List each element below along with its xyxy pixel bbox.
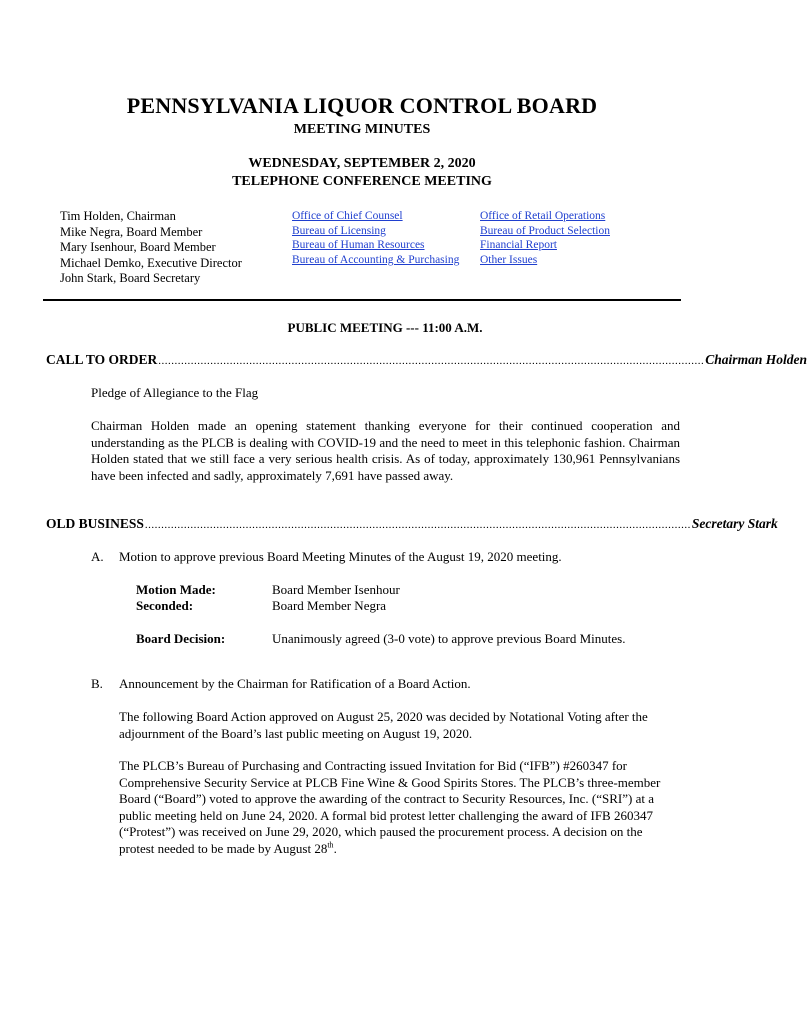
link-financial-report[interactable]: Financial Report <box>480 239 557 252</box>
attendee: Mike Negra, Board Member <box>60 224 203 239</box>
document-title: PENNSYLVANIA LIQUOR CONTROL BOARD <box>126 93 598 118</box>
dot-leader: ........................................................................................................................................................................ <box>158 355 705 367</box>
public-meeting-heading: PUBLIC MEETING --- 11:00 A.M. <box>287 320 483 335</box>
opening-statement: Chairman Holden made an opening statement thanking everyone for their continued cooperation and understanding as the PLCB is dealing with COVID-19 and the need to meet in this telephonic fashion. Chairman Holden stated that we still face a very serious health crisis. As of today, approximately 130,961 Pennsylvanians have been infected and sadly, approximately 7,691 have passed away. <box>91 418 680 483</box>
item-b-paragraph-2 <box>119 758 679 857</box>
header-divider <box>43 299 681 301</box>
call-to-order-heading <box>46 352 807 368</box>
attendee: Mary Isenhour, Board Member <box>60 240 216 254</box>
meeting-type: TELEPHONE CONFERENCE MEETING <box>232 174 492 189</box>
call-to-order-label: CALL TO ORDER <box>46 352 158 367</box>
paragraph-end: . <box>333 840 337 856</box>
link-bureau-of-licensing[interactable]: Bureau of Licensing <box>292 224 386 237</box>
item-b-paragraph-1: The following Board Action approved on August 25, 2020 was decided by Notational Voting after the adjournment of the Board’s last public meeting on August 19, 2020. <box>119 709 648 741</box>
link-bureau-of-product-selection[interactable]: Bureau of Product Selection <box>480 224 610 237</box>
pledge-text: Pledge of Allegiance to the Flag <box>91 385 259 400</box>
link-bureau-of-accounting-purchasing[interactable]: Bureau of Accounting & Purchasing <box>292 254 460 267</box>
motion-made-value: Board Member Isenhour <box>272 582 400 597</box>
item-a-text: Motion to approve previous Board Meeting Minutes of the August 19, 2020 meeting. <box>119 549 562 564</box>
link-office-of-chief-counsel[interactable]: Office of Chief Counsel <box>292 210 403 222</box>
board-decision-label: Board Decision: <box>136 631 226 646</box>
link-bureau-of-human-resources[interactable]: Bureau of Human Resources <box>292 239 425 252</box>
item-b-letter: B. <box>91 676 103 691</box>
item-b-text: Announcement by the Chairman for Ratification of a Board Action. <box>119 676 471 691</box>
dot-leader: ........................................................................................................................................................................ <box>144 519 691 531</box>
attendee-list <box>60 209 242 287</box>
ordinal-suffix: th <box>327 840 334 850</box>
seconded-label: Seconded: <box>136 598 194 613</box>
link-office-of-retail-operations[interactable]: Office of Retail Operations <box>480 210 606 222</box>
old-business-heading <box>46 516 778 532</box>
old-business-presenter: Secretary Stark <box>691 516 778 531</box>
section-links-right <box>480 209 610 268</box>
attendee: John Stark, Board Secretary <box>60 271 201 285</box>
attendee: Michael Demko, Executive Director <box>60 255 242 270</box>
meeting-date: WEDNESDAY, SEPTEMBER 2, 2020 <box>248 156 476 171</box>
motion-made-label: Motion Made: <box>136 582 216 597</box>
attendee: Tim Holden, Chairman <box>60 209 176 223</box>
link-other-issues[interactable]: Other Issues <box>480 254 538 267</box>
section-links-left <box>292 209 459 268</box>
old-business-label: OLD BUSINESS <box>46 516 144 531</box>
seconded-value: Board Member Negra <box>272 598 387 613</box>
document-subtitle: MEETING MINUTES <box>293 122 431 137</box>
item-b-paragraph-2-text: The PLCB’s Bureau of Purchasing and Contracting issued Invitation for Bid (“IFB”) #260347 for Comprehensive Security Service at PLCB Fine Wine & Good Spirits Stores. The PLCB’s three-member Board (“Board”) voted to approve the awarding of the contract to Security Resources, Inc. (“SRI”) at a public meeting held on June 24, 2020. A formal bid protest letter challenging the award of IFB 260347 (“Protest”) was received on June 29, 2020, which paused the procurement process. A decision on the protest needed to be made by August 28 <box>119 758 661 856</box>
board-decision-value: Unanimously agreed (3-0 vote) to approve previous Board Minutes. <box>272 631 626 646</box>
item-a-letter: A. <box>91 549 104 564</box>
call-to-order-presenter: Chairman Holden <box>705 352 807 367</box>
